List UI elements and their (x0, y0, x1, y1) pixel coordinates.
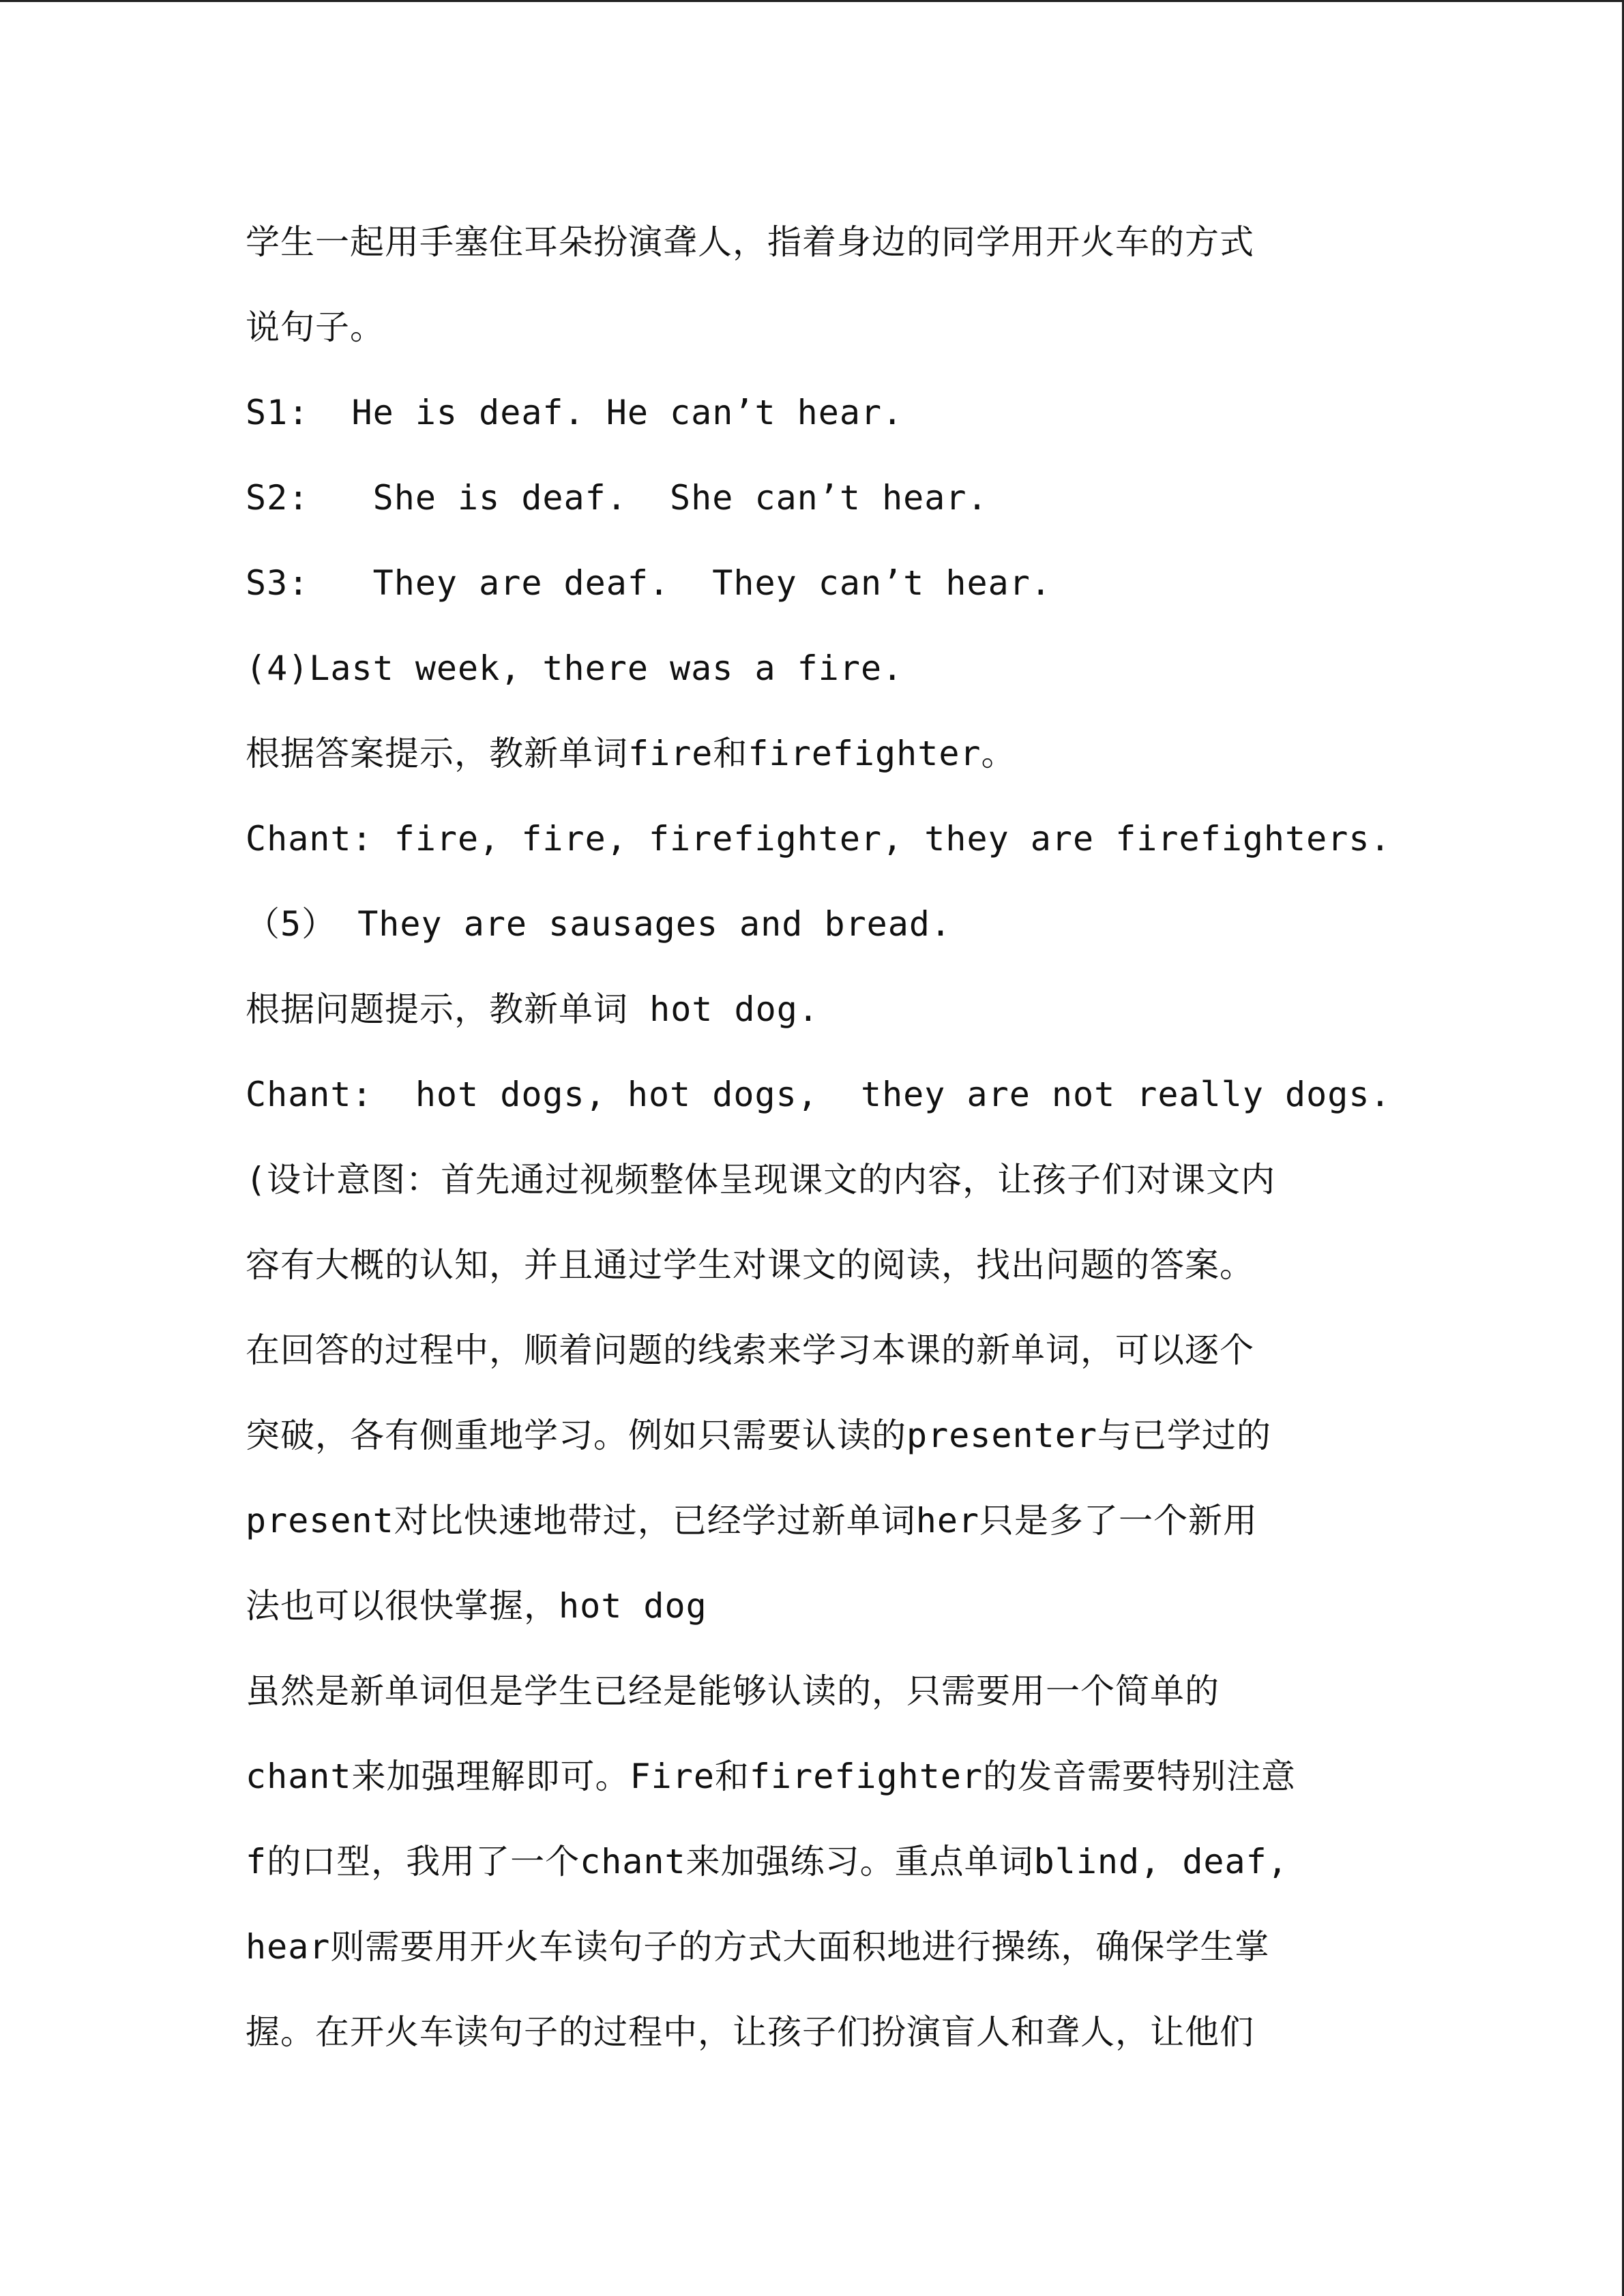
design-intent-line: f的口型，我用了一个chant来加强练习。重点单词blind, deaf, (246, 1842, 1288, 1881)
design-intent-line: 虽然是新单词但是学生已经是能够认读的，只需要用一个简单的 (246, 1671, 1220, 1711)
design-intent-line: 法也可以很快掌握，hot dog (246, 1586, 707, 1626)
question-5: （5） They are sausages and bread. (246, 904, 952, 944)
design-intent-line: 握。在开火车读句子的过程中，让孩子们扮演盲人和聋人，让他们 (246, 2012, 1254, 2052)
document-body (246, 200, 1405, 2075)
text-line: 根据答案提示，教新单词fire和firefighter。 (246, 734, 1016, 773)
design-intent-line: present对比快速地带过，已经学过新单词her只是多了一个新用 (246, 1501, 1258, 1540)
text-line: 根据问题提示，教新单词 hot dog. (246, 989, 819, 1029)
design-intent-line: 在回答的过程中，顺着问题的线索来学习本课的新单词，可以逐个 (246, 1330, 1254, 1370)
text-line: 说句子。 (246, 308, 385, 347)
design-intent-line: hear则需要用开火车读句子的方式大面积地进行操练，确保学生掌 (246, 1927, 1270, 1967)
design-intent-line: 突破，各有侧重地学习。例如只需要认读的presenter与已学过的 (246, 1416, 1271, 1455)
design-intent-line: 容有大概的认知，并且通过学生对课文的阅读，找出问题的答案。 (246, 1245, 1254, 1285)
dialogue-line-s3: S3: They are deaf. They can’t hear. (246, 563, 1052, 603)
chant-line: Chant: hot dogs, hot dogs, they are not really dogs. (246, 1075, 1391, 1114)
chant-line: Chant: fire, fire, firefighter, they are firefighters. (246, 819, 1391, 859)
dialogue-line-s1: S1: He is deaf. He can’t hear. (246, 393, 904, 432)
design-intent-line: chant来加强理解即可。Fire和firefighter的发音需要特别注意 (246, 1757, 1297, 1796)
text-line: 学生一起用手塞住耳朵扮演聋人，指着身边的同学用开火车的方式 (246, 222, 1254, 262)
design-intent-line: (设计意图：首先通过视频整体呈现课文的内容，让孩子们对课文内 (246, 1160, 1276, 1199)
dialogue-line-s2: S2: She is deaf. She can’t hear. (246, 478, 988, 518)
question-4: (4)Last week, there was a fire. (246, 648, 904, 688)
